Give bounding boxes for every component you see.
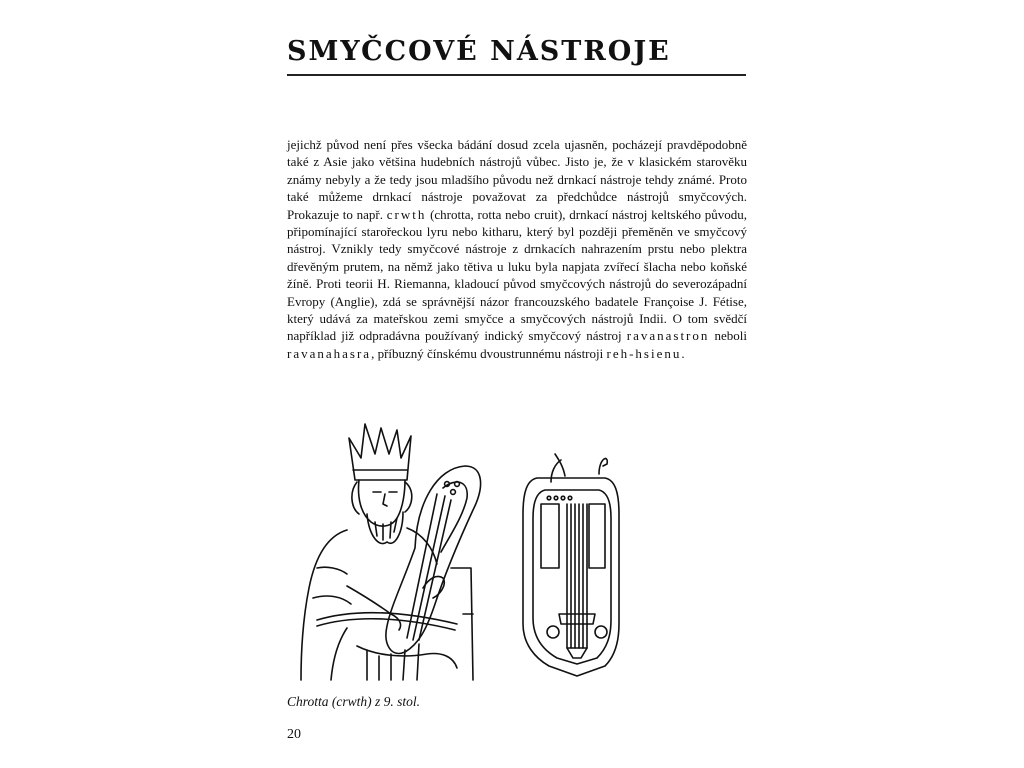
crwth-instrument-illustration <box>515 418 625 680</box>
page-number: 20 <box>287 727 301 742</box>
term-crwth: crwth <box>386 206 427 222</box>
body-text-segment: . <box>681 345 685 361</box>
king-playing-chrotta-illustration <box>287 418 487 686</box>
body-paragraph <box>287 136 747 362</box>
page-title: SMYČCOVÉ NÁSTROJE <box>287 36 671 67</box>
term-reh-hsienu: reh-hsienu <box>606 345 682 361</box>
body-text-segment: neboli <box>709 328 747 344</box>
figure-caption: Chrotta (crwth) z 9. stol. <box>287 694 421 709</box>
body-text-segment: jejichž původ není přes všecka bádání dosud zcela ujasněn, pocházejí pravděpodobně také z Asie jako většina hudebních nástrojů vůbec. Jisto je, že v klasickém starověku známy nebyly a že tedy jsou mladšího původu než drnkací nástroje tehdy známé. Proto také můžeme drnkací nástroje považovat za předchůdce nástrojů smyčcových. Prokazuje to např. <box>287 137 747 222</box>
term-ravanastron: ravanastron <box>626 328 710 344</box>
term-ravanahasra: ravanahasra <box>287 345 372 361</box>
body-text-segment: (chrotta, rotta nebo cruit), drnkací nástroj keltského původu, připomínající starořeckou lyru nebo kitharu, který byl později přeměněn ve smyčcový nástroj. Vznikly tedy smyčcové nástroje z drnkacích nahrazením prstu nebo plektra dřevěným prutem, na němž jako tětiva u luku byla napjata zvířecí šlacha nebo koňské žíně. Proti teorii H. Riemanna, kladoucí původ smyčcových nástrojů do severozápadní Evropy (Anglie), zdá se správnější názor francouzského badatele Françoise J. Fétise, který udává za mateřskou zemi smyčce a smyčcových nástrojů Indii. O tom svědčí například již odpradávna používaný indický smyčcový nástroj <box>287 206 747 344</box>
title-rule <box>287 74 746 76</box>
body-text-segment: , příbuzný čínskému dvoustrunnému nástroji <box>371 345 607 361</box>
